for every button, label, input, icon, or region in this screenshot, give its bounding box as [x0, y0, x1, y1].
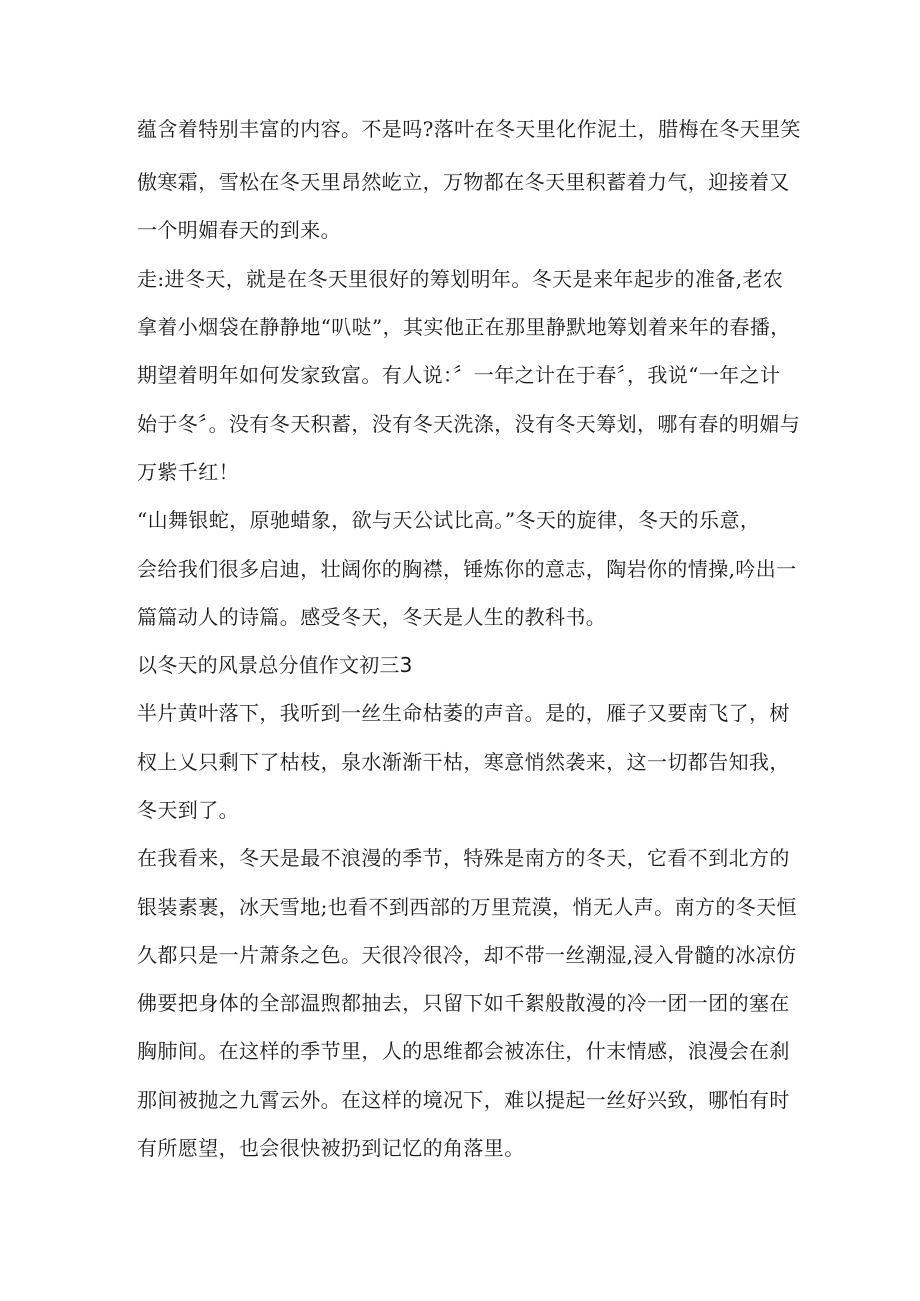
text-line: 一个明媚春天的到来。: [137, 218, 341, 242]
text-line: 篇篇动人的诗篇。感受冬天，冬天是人生的教科书。: [137, 605, 607, 629]
section-heading: 以冬天的风景总分值作文初三3: [137, 653, 413, 677]
text-line: 在我看来，冬天是最不浪漫的季节，特殊是南方的冬天，它看不到北方的: [137, 846, 790, 870]
text-line: 久都只是一片萧条之色。天很冷很冷，却不带一丝潮湿,浸入骨髓的冰凉仿: [137, 943, 797, 967]
text-line: 杈上乂只剩下了枯枝，泉水渐渐干枯，寒意悄然袭来，这一切都告知我，: [137, 750, 790, 774]
text-line: 半片黄叶落下，我听到一丝生命枯萎的声音。是的，雁子又要南飞了，树: [137, 701, 790, 725]
text-line: 那间被抛之九霄云外。在这样的境况下，难以提起一丝好兴致，哪怕有时: [137, 1088, 790, 1112]
text-line: 万紫千红！: [137, 460, 239, 484]
text-line: 傲寒霜，雪松在冬天里昂然屹立，万物都在冬天里积蓄着力气，迎接着又: [137, 170, 790, 194]
text-line: 胸肺间。在这样的季节里，人的思维都会被冻住，什末情感，浪漫会在刹: [137, 1039, 790, 1063]
text-line: “山舞银蛇，原驰蜡象，欲与天公试比高。”冬天的旋律，冬天的乐意，: [137, 508, 761, 532]
text-line: 银装素裹，冰天雪地;也看不到西部的万里荒漠，悄无人声。南方的冬天恒: [137, 895, 797, 919]
text-line: 始于冬〞。没有冬天积蓄，没有冬天洗涤，没有冬天筹划，哪有春的明媚与: [137, 412, 801, 436]
text-line: 蕴含着特别丰富的内容。不是吗?落叶在冬天里化作泥土，腊梅在冬天里笑: [137, 117, 801, 141]
text-line: 走:进冬天，就是在冬天里很好的筹划明年。冬天是来年起步的准备,老农: [137, 267, 784, 291]
text-line: 有所愿望，也会很快被扔到记忆的角落里。: [137, 1136, 525, 1160]
text-line: 拿着小烟袋在静静地“叭哒”，其实他正在那里静默地筹划着来年的春播，: [137, 315, 791, 339]
text-line: 期望着明年如何发家致富。有人说：〞一年之计在于春〞，我说“一年之计: [137, 363, 781, 387]
text-line: 会给我们很多启迪，壮阔你的胸襟，锤炼你的意志，陶岩你的情操,吟出一: [137, 557, 797, 581]
text-line: 冬天到了。: [137, 798, 239, 822]
text-line: 佛要把身体的全部温煦都抽去，只留下如千絮般散漫的冷一团一团的塞在: [137, 991, 790, 1015]
